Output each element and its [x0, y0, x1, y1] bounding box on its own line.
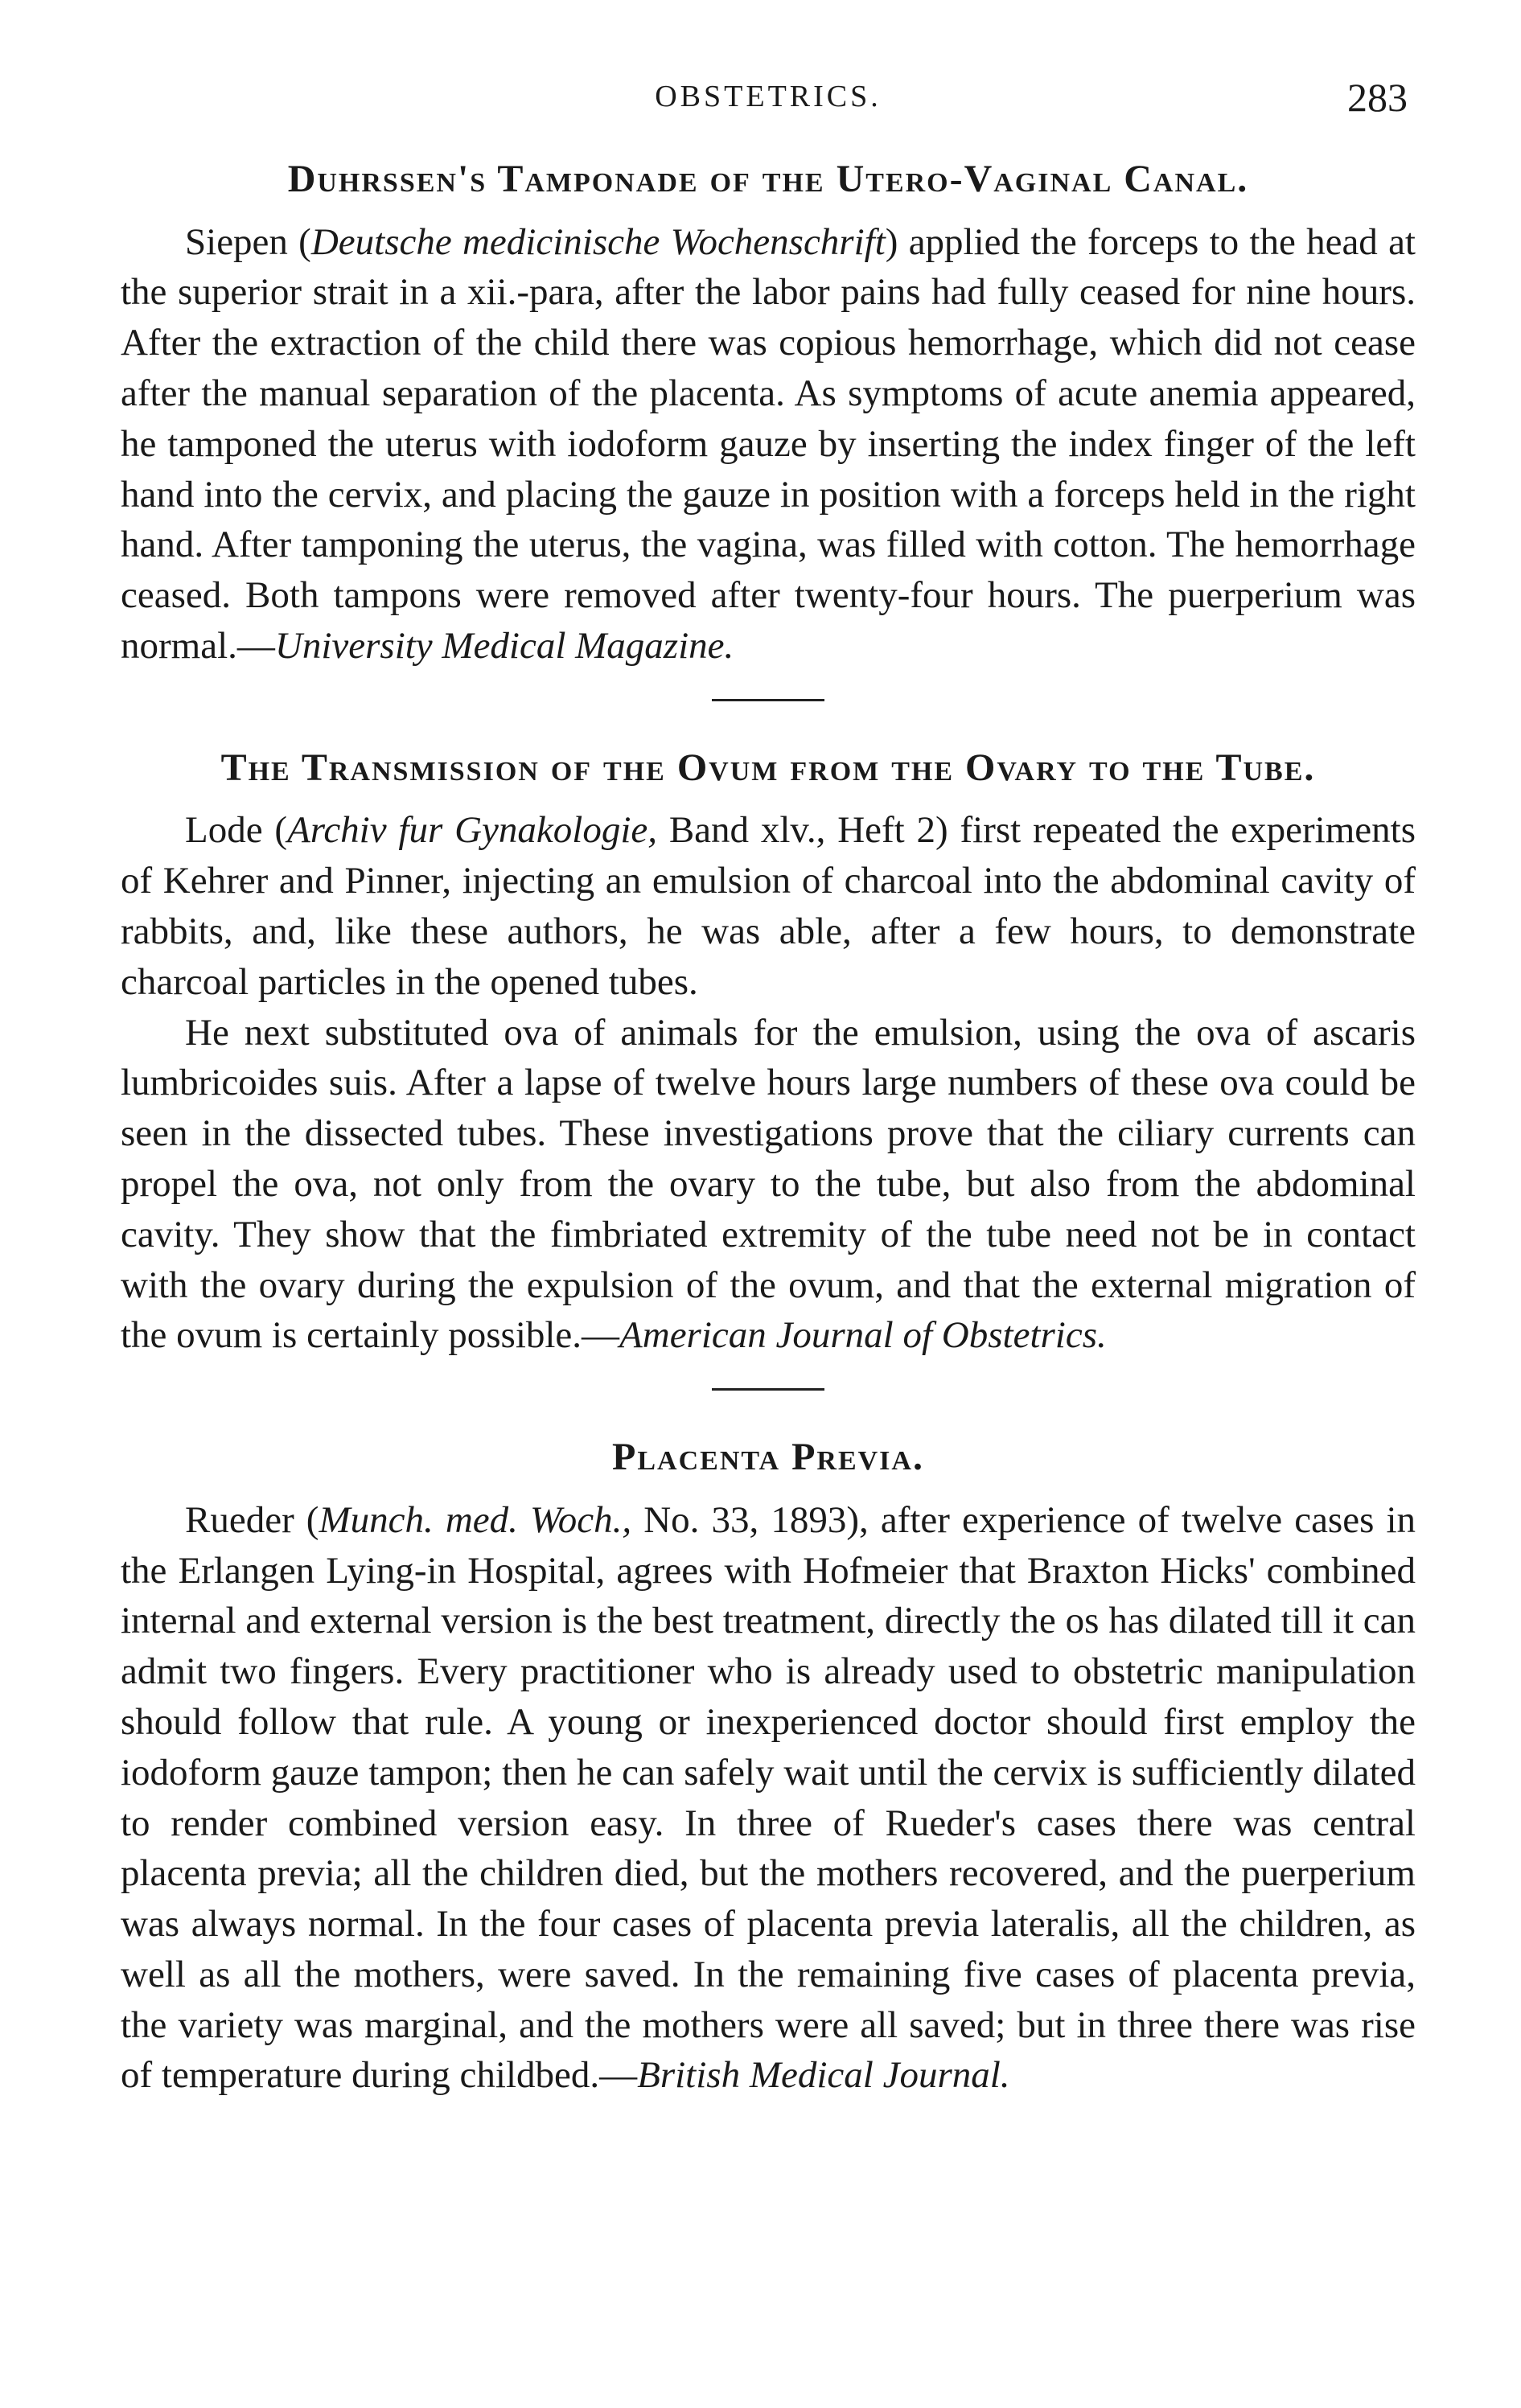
article-paragraph — [121, 1495, 1416, 2102]
source-citation: British Medical Journal. — [637, 2054, 1010, 2097]
article-title: Duhrssen's Tamponade of the Utero-Vaginal Canal. — [287, 158, 1249, 200]
article-title: The Transmission of the Ovum from the Ovary to the Tube. — [220, 746, 1316, 789]
cited-journal: Deutsche medicinische Wochenschrift — [310, 220, 886, 263]
running-head — [121, 71, 1416, 135]
paragraph-lead: Rueder ( — [185, 1498, 319, 1541]
running-title: OBSTETRICS. — [655, 80, 882, 113]
article-paragraph — [121, 1008, 1416, 1362]
paragraph-lead: Lode ( — [185, 809, 288, 852]
article-tamponade — [121, 156, 1416, 672]
source-citation: University Medical Magazine. — [274, 624, 734, 667]
document-page — [121, 71, 1416, 2101]
paragraph-body: No. 33, 1893), after experience of twelve cases in the Erlangen Lying-in Hospital, agrees with Hofmeier that Braxton Hicks' combined internal and external version is the best treatment, directly the os has dilated till it can admit two fingers. Every practitioner who is already used to obstetric manipulation should follow that rule. A young or inexperienced doctor should first employ the iodoform gauze tampon; then he can safely wait until the cervix is sufficiently dilated to render combined version easy. In three of Rueder's cases there was central placenta previa; all the children died, but the mothers recovered, and the puerperium was always normal. In the four cases of placenta previa lateralis, all the children, as well as all the mothers, were saved. In the remaining five cases of placenta previa, the variety was marginal, and the mothers were all saved; but in three there was rise of temperature during childbed.— — [121, 1498, 1416, 2097]
article-paragraph — [121, 805, 1416, 1007]
article-placenta-previa — [121, 1434, 1416, 2101]
section-divider — [712, 699, 824, 701]
article-title: Placenta Previa. — [612, 1436, 924, 1479]
paragraph-body: He next substituted ova of animals for the emulsion, using the ova of ascaris lumbricoides suis. After a lapse of twelve hours large numbers of these ova could be seen in the dissected tubes. These investigations prove that the ciliary currents can propel the ova, not only from the ovary to the tube, but also from the abdominal cavity. They show that the fimbriated extremity of the tube need not be in contact with the ovary during the expulsion of the ovum, and that the external migration of the ovum is certainly possible.— — [121, 1011, 1416, 1357]
paragraph-body: Band xlv., Heft 2) first repeated the experiments of Kehrer and Pinner, injecting an emulsion of charcoal into the abdominal cavity of rabbits, and, like these authors, he was able, after a few hours, to demonstrate charcoal particles in the opened tubes. — [121, 809, 1416, 1003]
paragraph-lead: Siepen ( — [185, 220, 311, 263]
section-divider — [712, 1388, 824, 1391]
page-number: 283 — [1347, 75, 1408, 120]
article-ovum-transmission — [121, 745, 1416, 1361]
article-paragraph — [121, 217, 1416, 672]
cited-journal: Munch. med. Woch., — [319, 1498, 632, 1541]
cited-journal: Archiv fur Gynakologie, — [287, 809, 657, 852]
paragraph-body: ) applied the forceps to the head at the superior strait in a xii.-para, after the labor pains had fully ceased for nine hours. After the extraction of the child there was copious hemorrhage, which did not cease after the manual separation of the placenta. As symptoms of acute anemia appeared, he tamponed the uterus with iodoform gauze by inserting the index finger of the left hand into the cervix, and placing the gauze in position with a forceps held in the right hand. After tamponing the uterus, the vagina, was filled with cotton. The hemorrhage ceased. Both tampons were removed after twenty-four hours. The puerperium was normal.— — [121, 220, 1416, 667]
source-citation: American Journal of Obstetrics. — [619, 1314, 1107, 1357]
